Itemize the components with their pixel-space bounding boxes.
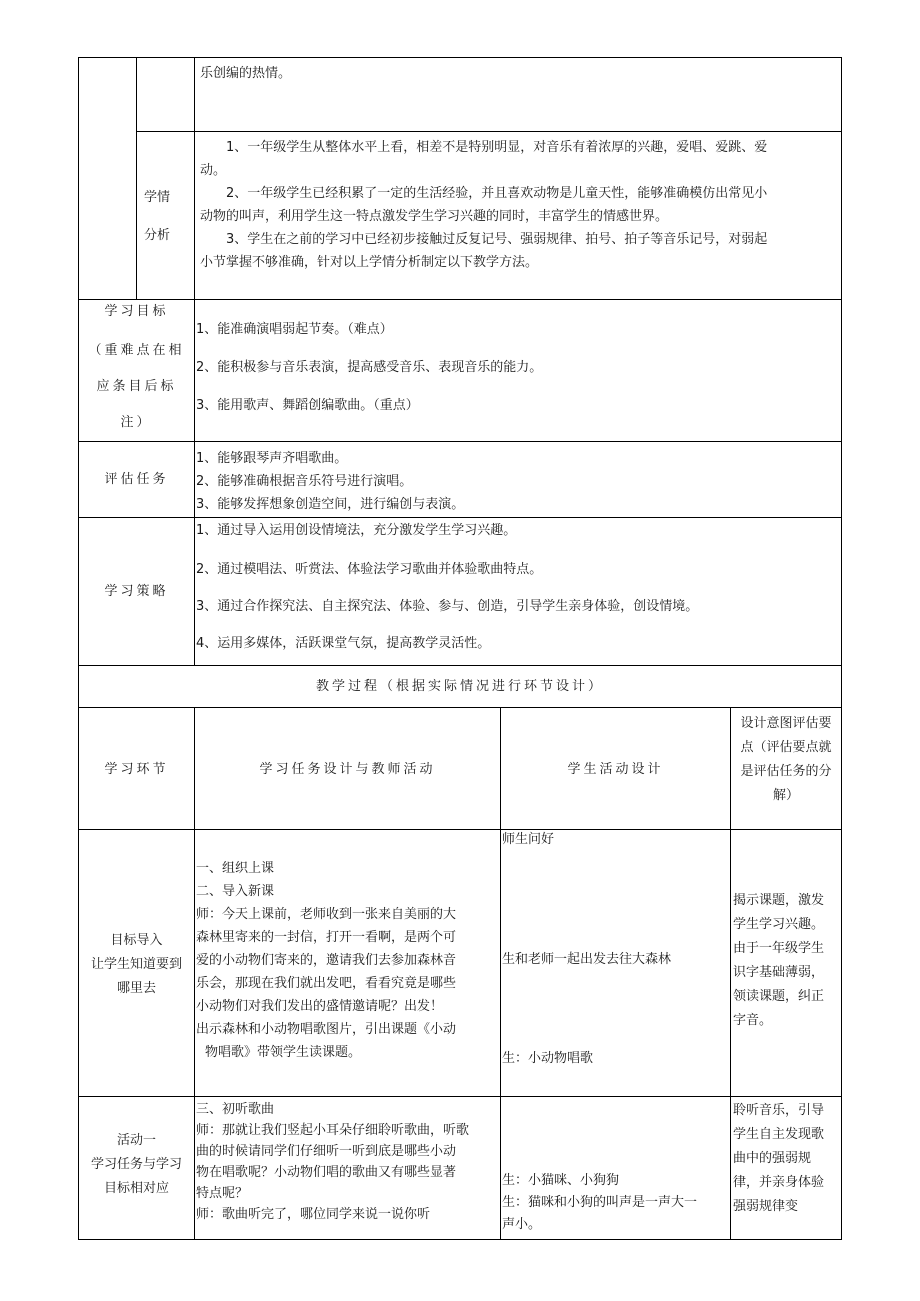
row-divider: [78, 517, 842, 518]
header-stage: 学习环节: [104, 762, 169, 777]
intent-line: 由于一年级学生: [733, 941, 825, 956]
strategy-item-3: 3、通过合作探究法、自主探究法、体验、参与、创造，引导学生亲身体验，创设情境。: [196, 599, 699, 614]
assessment-item-3: 3、能够发挥想象创造空间，进行编创与表演。: [196, 497, 465, 512]
teacher-line: 小动物们对我们发出的盛情邀请呢？出发！: [196, 999, 444, 1014]
row-divider: [78, 441, 842, 442]
objective-item-1: 1、能准确演唱弱起节奏。（难点）: [196, 322, 393, 337]
learner-analysis-label-1: 学情: [144, 190, 171, 205]
paragraph-line: 2、一年级学生已经积累了一定的生活经验，并且喜欢动物是儿童天性，能够准确模仿出常见小: [200, 186, 768, 201]
paragraph-line: 3、学生在之前的学习中已经初步接触过反复记号、强弱规律、拍号、拍子等音乐记号，对弱起: [200, 232, 768, 247]
teacher-line: 师：那就让我们竖起小耳朵仔细聆听歌曲，听歌: [196, 1123, 470, 1138]
col-divider: [136, 57, 137, 300]
intro-stage-line: 目标导入: [110, 933, 163, 948]
objective-item-3: 3、能用歌声、舞蹈创编歌曲。（重点）: [196, 398, 419, 413]
header-intent-line: 点（评估要点就: [740, 740, 832, 755]
header-teacher: 学习任务设计与教师活动: [259, 762, 436, 777]
table-border-bottom: [78, 1239, 842, 1240]
activity1-stage-line: 活动一: [116, 1133, 156, 1148]
assessment-item-1: 1、能够跟琴声齐唱歌曲。: [196, 451, 348, 466]
activity1-stage-line: 学习任务与学习: [90, 1157, 182, 1172]
row-divider: [78, 829, 842, 830]
header-intent-line: 解）: [772, 788, 799, 803]
process-title: 教学过程（根据实际情况进行环节设计）: [315, 679, 604, 694]
teacher-line: 师：歌曲听完了，哪位同学来说一说你听: [196, 1207, 431, 1222]
objectives-label-2: （重难点在相: [88, 343, 185, 358]
teacher-line: 一、组织上课: [196, 861, 275, 876]
strategy-label: 学习策略: [104, 584, 169, 599]
teacher-line: 二、导入新课: [196, 884, 275, 899]
header-intent-line: 是评估任务的分: [740, 764, 832, 779]
teacher-line: 物唱歌》带领学生读课题。: [205, 1045, 362, 1060]
intent-line: 学生学习兴趣。: [733, 917, 825, 932]
intent-line: 识字基础薄弱，: [733, 965, 825, 980]
col-divider: [194, 707, 195, 1240]
teacher-line: 三、初听歌曲: [196, 1102, 275, 1117]
col-divider: [500, 707, 501, 1240]
table-border-top: [78, 57, 842, 58]
activity1-intent: [733, 1099, 824, 1219]
teacher-line: 出示森林和小动物唱歌图片，引出课题《小动: [196, 1022, 457, 1037]
teacher-line: 爱的小动物们寄来的，邀请我们去参加森林音: [196, 953, 457, 968]
paragraph-line: 动。: [200, 163, 227, 178]
activity1-stage-line: 目标相对应: [103, 1181, 169, 1196]
teacher-line: 森林里寄来的一封信，打开一看啊，是两个可: [196, 930, 457, 945]
intent-line: 领读课题，纠正: [733, 989, 825, 1004]
col-divider: [194, 57, 195, 666]
row-divider: [136, 131, 842, 132]
table-border-left: [78, 57, 79, 1240]
objectives-label-1: 学习目标: [104, 304, 169, 319]
intent-line: 强弱规律变: [733, 1199, 799, 1214]
intent-line: 曲中的强弱规: [733, 1151, 812, 1166]
table-border-right: [841, 57, 842, 1240]
teacher-line: 物在唱歌呢？小动物们唱的歌曲又有哪些显著: [196, 1165, 457, 1180]
intent-line: 学生自主发现歌: [733, 1127, 825, 1142]
intent-line: 聆听音乐，引导: [733, 1103, 825, 1118]
header-student: 学生活动设计: [567, 762, 664, 777]
intro-teacher: [196, 857, 456, 1064]
row-divider: [78, 1096, 842, 1097]
objectives-label-3: 应条目后标: [96, 379, 177, 394]
intro-student-greeting: 师生问好: [502, 832, 555, 847]
top-row-text: 乐创编的热情。: [200, 66, 292, 81]
intent-line: 字音。: [733, 1013, 773, 1028]
strategy-item-2: 2、通过模唱法、听赏法、体验法学习歌曲并体验歌曲特点。: [196, 562, 543, 577]
row-divider: [78, 665, 842, 666]
strategy-item-4: 4、运用多媒体，活跃课堂气氛，提高教学灵活性。: [196, 636, 491, 651]
activity1-teacher: [196, 1099, 469, 1225]
intro-student-depart: 生和老师一起出发去往大森林: [502, 952, 672, 967]
paragraph-line: 小节掌握不够准确，针对以上学情分析制定以下教学方法。: [200, 255, 539, 270]
teacher-line: 师：今天上课前，老师收到一张来自美丽的大: [196, 907, 457, 922]
intro-stage: [79, 929, 194, 1001]
activity1-student: [502, 1170, 697, 1236]
header-intent: [731, 712, 841, 808]
student-line: 生：小猫咪、小狗狗: [502, 1173, 620, 1188]
intro-intent: [733, 889, 824, 1033]
learner-analysis-label-2: 分析: [144, 228, 171, 243]
intro-student-title: 生：小动物唱歌: [502, 1051, 594, 1066]
student-line: 声小。: [502, 1217, 542, 1232]
row-divider: [78, 299, 842, 300]
student-line: 生：猫咪和小狗的叫声是一声大一: [502, 1195, 698, 1210]
assessment-item-2: 2、能够准确根据音乐符号进行演唱。: [196, 474, 413, 489]
intro-stage-line: 让学生知道要到: [90, 957, 182, 972]
intro-stage-line: 哪里去: [116, 981, 156, 996]
paragraph-line: 动物的叫声，利用学生这一特点激发学生学习兴趣的同时，丰富学生的情感世界。: [200, 209, 669, 224]
activity1-stage: [79, 1129, 194, 1201]
teacher-line: 曲的时候请同学们仔细听一听到底是哪些小动: [196, 1144, 457, 1159]
intent-line: 律，并亲身体验: [733, 1175, 825, 1190]
intent-line: 揭示课题，激发: [733, 893, 825, 908]
header-intent-line: 设计意图评估要: [740, 716, 832, 731]
objectives-label-4: 注）: [120, 415, 153, 430]
paragraph-line: 1、一年级学生从整体水平上看，相差不是特别明显，对音乐有着浓厚的兴趣，爱唱、爱跳、爱: [200, 140, 768, 155]
teacher-line: 乐会，那现在我们就出发吧，看看究竟是哪些: [196, 976, 457, 991]
objective-item-2: 2、能积极参与音乐表演，提高感受音乐、表现音乐的能力。: [196, 360, 543, 375]
strategy-item-1: 1、通过导入运用创设情境法，充分激发学生学习兴趣。: [196, 523, 517, 538]
row-divider: [78, 707, 842, 708]
learner-analysis-text: [200, 136, 767, 274]
teacher-line: 特点呢？: [196, 1186, 249, 1201]
assessment-label: 评估任务: [104, 472, 169, 487]
